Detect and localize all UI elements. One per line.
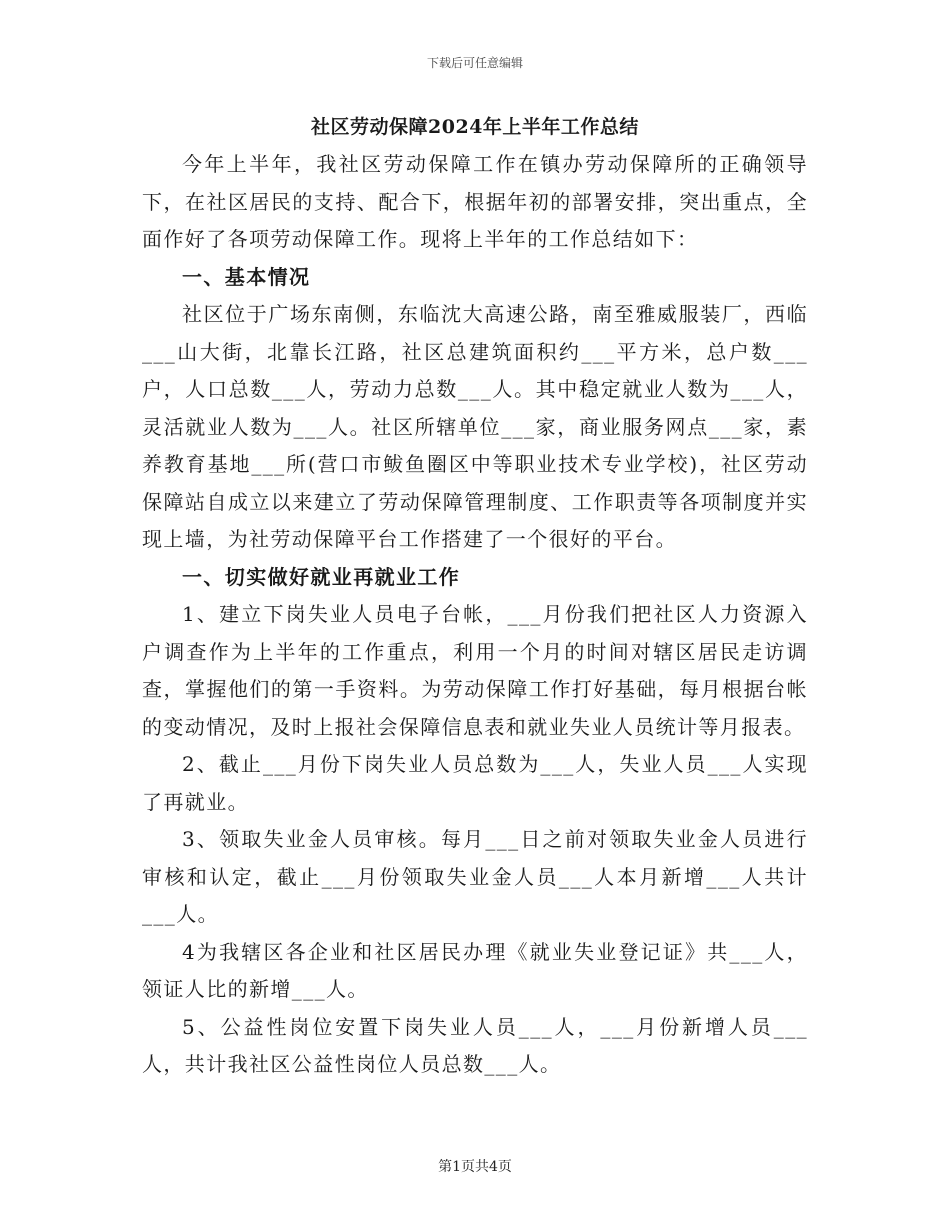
document-title: 社区劳动保障2024年上半年工作总结	[311, 116, 639, 138]
basic-situation-paragraph: 社区位于广场东南侧，东临沈大高速公路，南至雅威服装厂，西临___山大街，北靠长江路，社区总建筑面积约___平方米，总户数___户，人口总数___人，劳动力总数___人。其中稳定就业人数为___人，灵活就业人数为___人。社区所辖单位___家，商业服务网点___家，素养教育基地___所(营口市鲅鱼圈区中等职业技术专业学校)，社区劳动保障站自成立以来建立了劳动保障管理制度、工作职责等各项制度并实现上墙，为社劳动保障平台工作搭建了一个很好的平台。	[142, 302, 808, 551]
section-heading-employment: 一、切实做好就业再就业工作	[182, 564, 461, 589]
section-heading-basic-situation: 一、基本情况	[182, 264, 311, 289]
document-body	[142, 146, 808, 1084]
employment-item-2: 2、截止___月份下岗失业人员总数为___人，失业人员___人实现了再就业。	[142, 752, 808, 814]
employment-item-4: 4为我辖区各企业和社区居民办理《就业失业登记证》共___人，领证人比的新增___人。	[142, 939, 808, 1001]
employment-item-5: 5、公益性岗位安置下岗失业人员___人，___月份新增人员___人，共计我社区公益性岗位人员总数___人。	[142, 1014, 808, 1076]
employment-item-3: 3、领取失业金人员审核。每月___日之前对领取失业金人员进行审核和认定，截止___月份领取失业金人员___人本月新增___人共计___人。	[142, 827, 808, 926]
header-note: 下载后可任意编辑	[426, 56, 523, 70]
intro-paragraph: 今年上半年，我社区劳动保障工作在镇办劳动保障所的正确领导下，在社区居民的支持、配合下，根据年初的部署安排，突出重点，全面作好了各项劳动保障工作。现将上半年的工作总结如下：	[142, 152, 808, 251]
employment-item-1: 1、建立下岗失业人员电子台帐，___月份我们把社区人力资源入户调查作为上半年的工作重点，利用一个月的时间对辖区居民走访调查，掌握他们的第一手资料。为劳动保障工作打好基础，每月根据台帐的变动情况，及时上报社会保障信息表和就业失业人员统计等月报表。	[142, 602, 808, 739]
page-footer: 第1页共4页	[438, 1159, 512, 1175]
